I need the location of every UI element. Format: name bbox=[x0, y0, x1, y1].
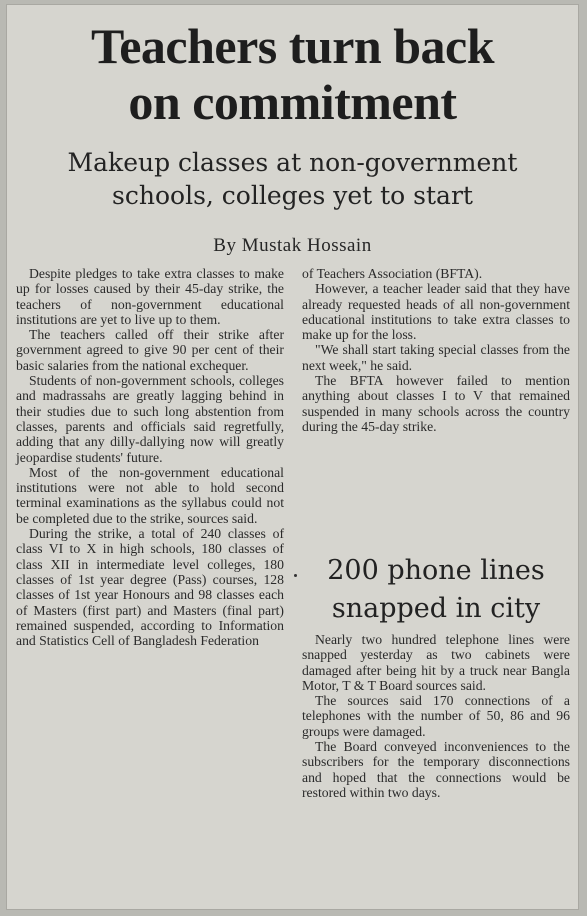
paragraph: Students of non-government schools, colleges and madrassahs are greatly lagging behind in their studies due to such long abstention from classes, parents and officials said regretfully, adding that any dilly-dallying now will greatly jeopardise students' future. bbox=[16, 373, 284, 465]
paragraph: Nearly two hundred telephone lines were snapped yesterday as two cabinets were damaged after being hit by a truck near Bangla Motor, T & T Board sources said. bbox=[302, 632, 570, 693]
paragraph: The teachers called off their strike after government agreed to give 90 per cent of their basic salaries from the national exchequer. bbox=[16, 327, 284, 373]
paragraph-continued: of Teachers Association (BFTA). bbox=[302, 266, 483, 281]
paragraph: The BFTA however failed to mention anything about classes I to V that remained suspended in many schools across the country during the 45-day strike. bbox=[302, 373, 570, 434]
subhead-line-2: schools, colleges yet to start bbox=[112, 181, 473, 210]
brief-headline-line-2: snapped in city bbox=[331, 593, 541, 624]
byline: By Mustak Hossain bbox=[213, 235, 372, 256]
headline-line-2: on commitment bbox=[128, 74, 457, 130]
newspaper-clipping bbox=[6, 4, 579, 910]
headline-line-1: Teachers turn back bbox=[90, 18, 495, 74]
brief-headline-line-1: 200 phone lines bbox=[327, 555, 545, 586]
paragraph: During the strike, a total of 240 classes of class VI to X in high schools, 180 classes of class XII in intermediate level colleges, 180 classes of 1st year degree (Pass) courses, 128 classes of 1st year Honours and 98 classes each of Masters (first part) and Masters (final part) remained suspended, according to Information and Statistics Cell of Bangladesh Federation bbox=[16, 526, 284, 649]
paragraph: The sources said 170 connections of a telephones with the number of 50, 86 and 96 groups were damaged. bbox=[302, 693, 570, 739]
article-column-left bbox=[16, 266, 284, 648]
brief-column bbox=[302, 632, 570, 800]
bullet-dot-icon bbox=[294, 574, 297, 577]
paragraph: Despite pledges to take extra classes to make up for losses caused by their 45-day strike, the teachers of non-government educational institutions are yet to live up to them. bbox=[16, 266, 284, 327]
paragraph: Most of the non-government educational institutions were not able to hold second terminal examinations as the syllabus could not be completed due to the strike, sources said. bbox=[16, 464, 284, 526]
paragraph: "We shall start taking special classes from the next week," he said. bbox=[302, 342, 570, 373]
paragraph: However, a teacher leader said that they have already requested heads of all non-government educational institutions to take extra classes to make up for the loss. bbox=[302, 281, 570, 343]
brief-headline bbox=[302, 552, 570, 628]
article-column-right bbox=[302, 266, 570, 434]
article-headline bbox=[6, 18, 579, 130]
paragraph: The Board conveyed inconveniences to the subscribers for the temporary disconnections and hoped that the connections would be restored within two days. bbox=[302, 739, 570, 800]
subhead-line-1: Makeup classes at non-government bbox=[67, 148, 518, 177]
article-subheadline bbox=[6, 146, 579, 212]
